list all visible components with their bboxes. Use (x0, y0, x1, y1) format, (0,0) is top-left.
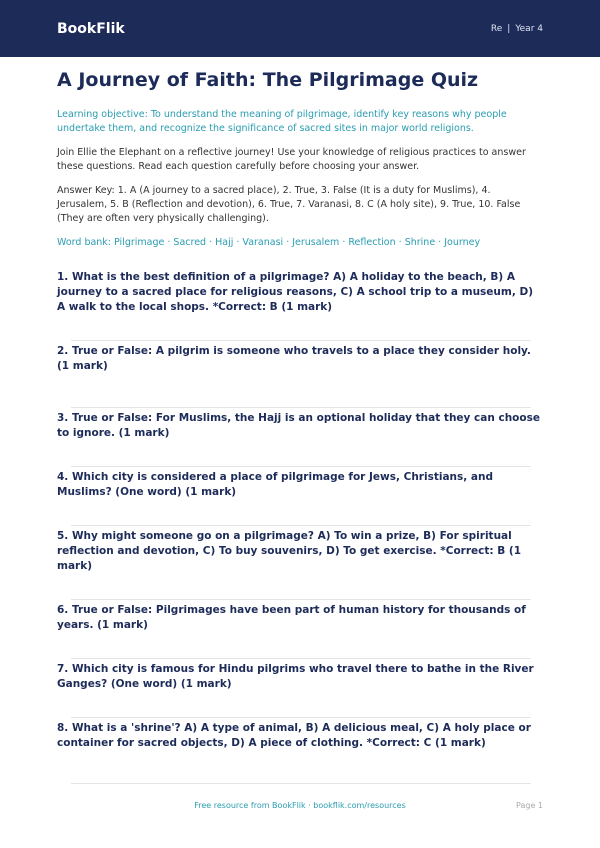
answer-line (71, 599, 531, 600)
page-title: A Journey of Faith: The Pilgrimage Quiz (57, 69, 479, 91)
answer-line (71, 717, 531, 718)
answer-key: Answer Key: 1. A (A journey to a sacred place), 2. True, 3. False (It is a duty for Muslims), 4. Jerusalem, 5. B (Reflection and devotion), 6. True, 7. Varanasi, 8. C (A holy site), 9. True, 10. False (They are often very physically challenging). (57, 185, 521, 224)
question-8: 8. What is a 'shrine'? A) A type of animal, B) A delicious meal, C) A holy place or container for sacred objects, D) A piece of clothing. *Correct: C (1 mark) (57, 722, 531, 749)
brand-logo[interactable]: BookFlik (57, 20, 125, 37)
worksheet-content (0, 67, 600, 784)
breadcrumb: Re | Year 4 (490, 23, 543, 34)
question-1: 1. What is the best definition of a pilgrimage? A) A holiday to the beach, B) A journey to a sacred place for religious reasons, C) A school trip to a museum, D) A walk to the local shops. *Correct: B (1 mark) (57, 271, 533, 313)
question-3: 3. True or False: For Muslims, the Hajj is an optional holiday that they can choose to ignore. (1 mark) (57, 412, 540, 439)
page-footer (0, 801, 600, 815)
word-bank: Word bank: Pilgrimage · Sacred · Hajj · Varanasi · Jerusalem · Reflection · Shrine · Journey (57, 237, 481, 248)
answer-line (71, 783, 531, 784)
page-number: Page 1 (516, 801, 543, 810)
answer-line (71, 658, 531, 659)
question-7: 7. Which city is famous for Hindu pilgrims who travel there to bathe in the River Ganges? (One word) (1 mark) (57, 663, 534, 690)
intro-text: Join Ellie the Elephant on a reflective journey! Use your knowledge of religious practices to answer these questions. Read each question carefully before choosing your answer. (57, 147, 526, 172)
year-label: Year 4 (515, 23, 543, 34)
subject-label: Re (490, 23, 503, 34)
question-5: 5. Why might someone go on a pilgrimage? A) To win a prize, B) For spiritual reflection and devotion, C) To buy souvenirs, D) To get exercise. *Correct: B (1 mark) (57, 530, 522, 572)
question-2: 2. True or False: A pilgrim is someone who travels to a place they consider holy. (1 mark) (57, 345, 531, 372)
answer-line (71, 466, 531, 467)
answer-line (71, 340, 531, 341)
question-6: 6. True or False: Pilgrimages have been part of human history for thousands of years. (1 mark) (57, 604, 526, 631)
answer-line (71, 525, 531, 526)
learning-objective: Learning objective: To understand the meaning of pilgrimage, identify key reasons why people undertake them, and recognize the significance of sacred sites in major world religions. (57, 109, 507, 134)
question-4: 4. Which city is considered a place of pilgrimage for Jews, Christians, and Muslims? (One word) (1 mark) (57, 471, 493, 498)
site-header (0, 0, 600, 57)
answer-line (71, 407, 531, 408)
footer-source-link[interactable]: Free resource from BookFlik · bookflik.com/resources (194, 801, 406, 810)
